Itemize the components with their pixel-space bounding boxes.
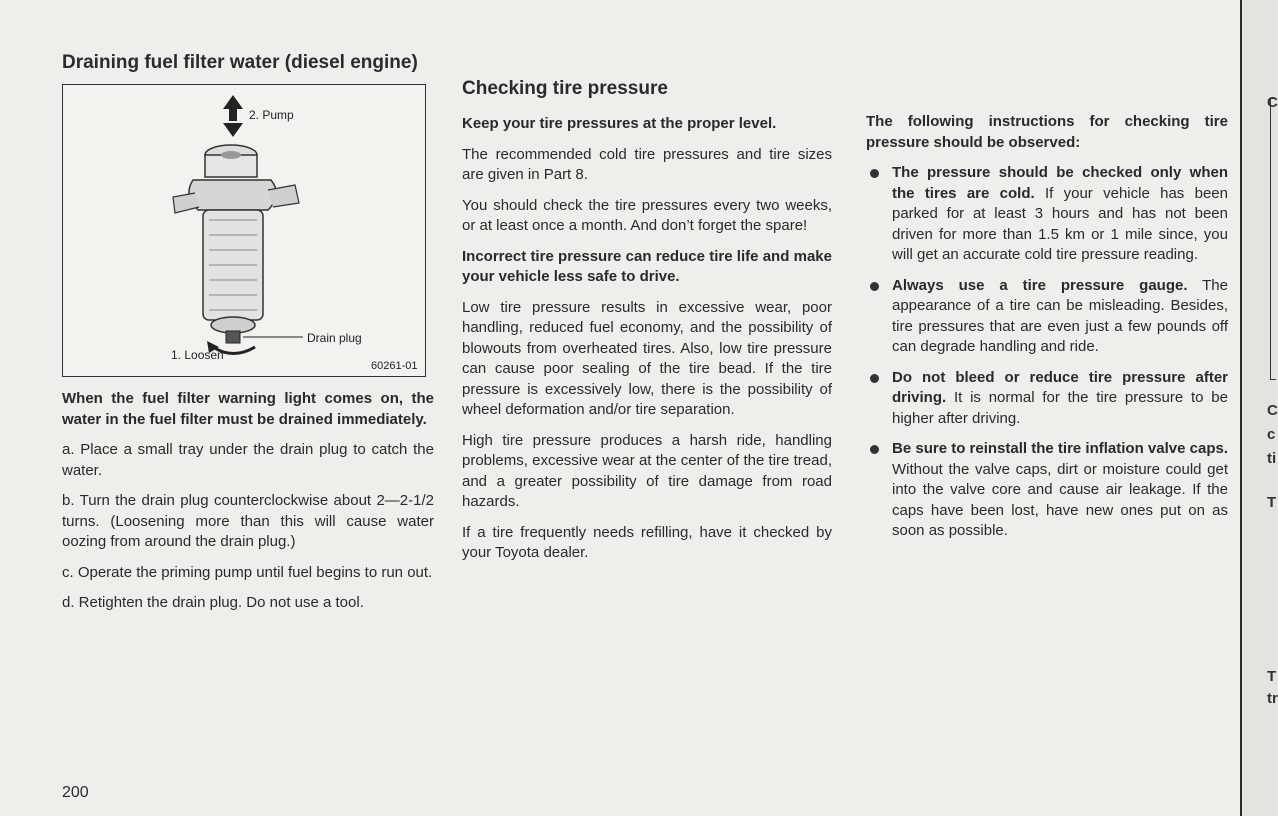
next-page-letter: C xyxy=(1267,402,1278,419)
right-column xyxy=(866,112,1228,552)
tire-paragraph-3: Low tire pressure results in excessive wear, poor handling, reduced fuel economy, and the possibility of blowouts from overheated tires. Also, low tire pressure can cause poor sealing of the tire bead. If the tire pressure is excessively low, there is the possibility of wheel deformation and/or tire separation. xyxy=(462,298,832,418)
tire-lead: Keep your tire pressures at the proper level. xyxy=(462,115,777,132)
list-item: Do not bleed or reduce tire pressure after driving. It is normal for the tire pressure to be higher after driving. xyxy=(866,368,1228,430)
fuel-filter-warning: When the fuel filter warning light comes on, the water in the fuel filter must be drained immediately. xyxy=(62,390,434,428)
tire-paragraph-4: High tire pressure produces a harsh ride, handling problems, excessive wear at the center of the tire tread, and a greater possibility of tire damage from road hazards. xyxy=(462,431,832,510)
next-page-letter: tr xyxy=(1267,690,1278,707)
fuel-filter-illustration xyxy=(63,85,425,376)
bullet-icon xyxy=(870,445,879,454)
next-page-letter: T xyxy=(1267,494,1277,511)
tire-paragraph-5: If a tire frequently needs refilling, have it checked by your Toyota dealer. xyxy=(462,523,832,561)
figure-label-drain-plug: Drain plug xyxy=(307,331,362,345)
step-d: d. Retighten the drain plug. Do not use a tool. xyxy=(62,594,364,611)
fuel-filter-figure xyxy=(62,84,426,377)
figure-label-loosen: 1. Loosen xyxy=(171,348,224,362)
middle-title: Checking tire pressure xyxy=(462,78,668,99)
list-item: Always use a tire pressure gauge. The appearance of a tire can be misleading. Besides, tire pressures that are even just a few pounds off can degrade handling and ride. xyxy=(866,276,1228,358)
figure-label-pump: 2. Pump xyxy=(249,108,294,122)
bullet-icon xyxy=(870,169,879,178)
tire-paragraph-1: The recommended cold tire pressures and tire sizes are given in Part 8. xyxy=(462,145,832,183)
bullet-icon xyxy=(870,282,879,291)
next-page-letter: ti xyxy=(1267,450,1277,467)
instructions-intro: The following instructions for checking tire pressure should be observed: xyxy=(866,113,1228,151)
bullet-icon xyxy=(870,374,879,383)
next-page-box xyxy=(1270,98,1276,380)
step-c: c. Operate the priming pump until fuel begins to run out. xyxy=(62,563,433,581)
figure-code: 60261-01 xyxy=(371,360,418,372)
left-column xyxy=(62,52,434,624)
next-page-letter: T xyxy=(1267,668,1277,685)
tire-warning: Incorrect tire pressure can reduce tire life and make your vehicle less safe to drive. xyxy=(462,247,832,285)
list-item: Be sure to reinstall the tire inflation valve caps. Without the valve caps, dirt or moisture could get into the valve core and cause air leakage. If the caps have been lost, have new ones put on as soon as possible. xyxy=(866,439,1228,542)
step-b: b. Turn the drain plug counterclockwise about 2—2-1/2 turns. (Loosening more than this will cause water oozing from around the drain plug.) xyxy=(62,492,434,550)
step-a: a. Place a small tray under the drain plug to catch the water. xyxy=(62,441,434,479)
middle-column xyxy=(462,52,832,574)
instructions-list xyxy=(866,163,1228,542)
tire-paragraph-2: You should check the tire pressures every two weeks, or at least once a month. And don’t forget the spare! xyxy=(462,196,832,234)
page-number: 200 xyxy=(62,784,89,801)
next-page-letter: C xyxy=(1267,94,1278,111)
left-title: Draining fuel filter water (diesel engine) xyxy=(62,52,418,73)
list-item: The pressure should be checked only when the tires are cold. If your vehicle has been parked for at least 3 hours and has not been driven for more than 1.5 km or 1 mile since, you will get an accurate cold tire pressure reading. xyxy=(866,163,1228,266)
pump-arrow-icon xyxy=(223,95,243,137)
next-page-letter: c xyxy=(1267,426,1276,443)
